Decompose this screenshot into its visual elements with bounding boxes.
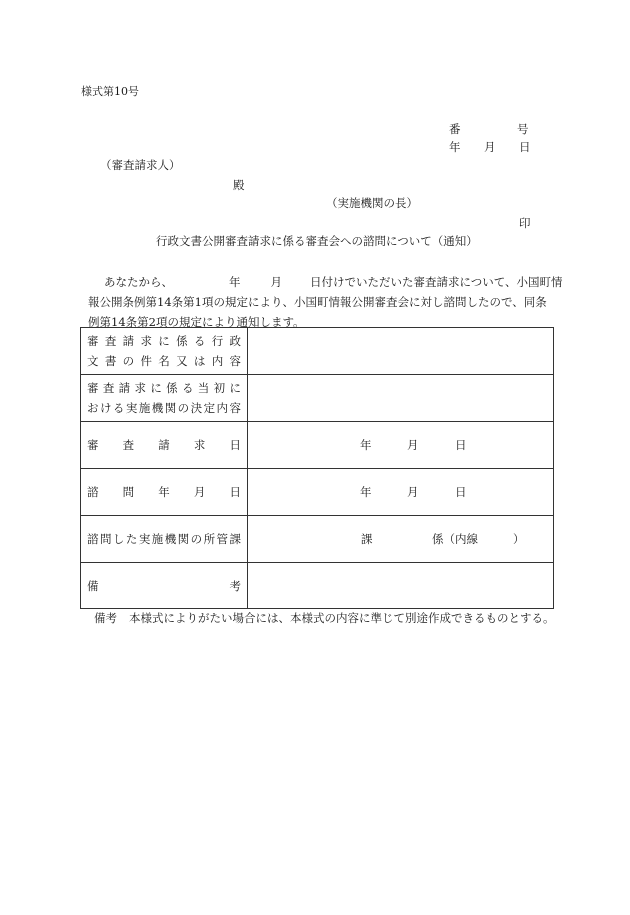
label-char: 施	[151, 532, 164, 546]
label-char: 課	[229, 532, 241, 546]
label-char: る	[181, 381, 194, 395]
label-remarks	[87, 578, 241, 594]
value-cell-section[interactable]	[248, 516, 553, 563]
inquiry-date-month: 月	[407, 485, 419, 499]
value-cell-document[interactable]	[248, 328, 553, 375]
label-char: 実	[125, 401, 138, 415]
label-char: 求	[140, 334, 152, 348]
date-year-label: 年	[449, 140, 461, 154]
label-char: し	[112, 532, 125, 546]
form-number: 様式第10号	[81, 85, 139, 98]
label-char: 行	[211, 334, 224, 348]
label-char: 初	[213, 381, 226, 395]
label-request-date	[87, 437, 241, 453]
label-cell-decision	[81, 375, 248, 422]
requester-label: （審査請求人）	[100, 158, 181, 172]
section-extension-close: ）	[513, 532, 525, 546]
request-date-month: 月	[407, 438, 419, 452]
label-char: 機	[151, 401, 164, 415]
document-number-label: 番	[449, 122, 461, 136]
label-char: は	[193, 354, 206, 368]
label-char: 諮	[87, 485, 99, 499]
label-char: る	[112, 401, 125, 415]
honorific-dono: 殿	[233, 178, 245, 192]
label-char: 名	[158, 354, 170, 368]
inquiry-date-year: 年	[360, 485, 372, 499]
info-table	[80, 327, 554, 609]
label-char: 施	[138, 401, 151, 415]
label-char: た	[125, 532, 138, 546]
label-char: 機	[164, 532, 177, 546]
label-char: 年	[158, 485, 170, 499]
label-char: 内	[211, 354, 224, 368]
label-char: 審	[87, 438, 99, 452]
label-char: に	[150, 381, 162, 395]
label-char: 容	[229, 401, 241, 415]
label-char: 請	[118, 381, 131, 395]
request-date-day: 日	[455, 438, 467, 452]
label-section	[87, 531, 241, 547]
section-kakari-extension: 係（内線	[432, 532, 478, 546]
label-char: の	[190, 532, 203, 546]
label-char: 内	[216, 401, 229, 415]
label-char: 日	[229, 438, 241, 452]
seal-mark: 印	[519, 216, 531, 230]
label-cell-request-date	[81, 422, 248, 469]
label-char: 考	[229, 578, 241, 593]
label-decision-line-1	[87, 380, 241, 396]
label-char: 備	[87, 578, 99, 593]
body-paragraph	[88, 272, 563, 332]
label-char: 実	[138, 532, 151, 546]
body-line-3: 例第14条第2項の規定により通知します。	[88, 315, 305, 329]
label-char: 所	[203, 532, 216, 546]
date-day-label: 日	[519, 140, 531, 154]
label-char: 容	[229, 354, 241, 368]
label-document-line-2	[87, 353, 241, 369]
label-char: 関	[164, 401, 177, 415]
label-char: に	[229, 381, 241, 395]
label-char: 審	[87, 334, 99, 348]
value-cell-request-date[interactable]	[248, 422, 553, 469]
label-char: の	[122, 354, 135, 368]
body-line-1-month: 月	[270, 275, 282, 289]
label-char: 諮	[87, 532, 99, 546]
body-line-1	[88, 272, 563, 292]
label-char: 又	[176, 354, 188, 368]
label-cell-document	[81, 328, 248, 375]
label-char: 月	[193, 485, 206, 499]
label-decision-line-2	[87, 400, 241, 416]
label-char: 文	[87, 354, 99, 368]
label-char: 査	[102, 381, 115, 395]
label-char: 請	[158, 438, 170, 452]
label-char: 管	[216, 532, 229, 546]
remark-label: 備考	[94, 611, 117, 625]
section-ka: 課	[361, 532, 373, 546]
label-char: 係	[176, 334, 188, 348]
label-cell-remarks	[81, 563, 248, 608]
label-char: 決	[190, 401, 203, 415]
label-char: 求	[134, 381, 146, 395]
label-char: お	[87, 401, 99, 415]
label-char: け	[99, 401, 112, 415]
label-char: 日	[229, 485, 241, 499]
label-cell-inquiry-date	[81, 469, 248, 516]
body-line-1-year: 年	[229, 275, 241, 289]
date-month-label: 月	[484, 140, 496, 154]
request-date-year: 年	[360, 438, 372, 452]
label-char: 問	[122, 485, 135, 499]
value-cell-remarks[interactable]	[248, 563, 553, 608]
document-title: 行政文書公開審査請求に係る審査会への諮問について（通知）	[156, 234, 478, 248]
label-char: 請	[122, 334, 135, 348]
agency-head-label: （実施機関の長）	[326, 196, 418, 210]
label-char: 査	[122, 438, 135, 452]
label-char: 係	[166, 381, 178, 395]
remark-note	[94, 613, 555, 625]
label-char: 政	[229, 334, 241, 348]
label-char: 関	[177, 532, 190, 546]
value-cell-decision[interactable]	[248, 375, 553, 422]
inquiry-date-day: 日	[455, 485, 467, 499]
value-cell-inquiry-date[interactable]	[248, 469, 553, 516]
label-char: の	[177, 401, 190, 415]
label-char: に	[158, 334, 170, 348]
label-char: る	[193, 334, 206, 348]
label-char: 査	[104, 334, 117, 348]
label-cell-section	[81, 516, 248, 563]
label-inquiry-date	[87, 484, 241, 500]
label-char: 件	[140, 354, 152, 368]
label-char: 審	[87, 381, 99, 395]
label-char: 当	[197, 381, 210, 395]
label-char: 定	[203, 401, 216, 415]
label-char: 求	[193, 438, 206, 452]
label-char: 問	[99, 532, 112, 546]
label-document-line-1	[87, 333, 241, 349]
body-line-2: 報公開条例第14条第1項の規定により、小国町情報公開審査会に対し諮問したので、同条	[88, 295, 547, 309]
remark-text: 本様式によりがたい場合には、本様式の内容に準じて別途作成できるものとする。	[129, 611, 555, 625]
document-number-suffix: 号	[517, 122, 529, 136]
label-char: 書	[104, 354, 117, 368]
body-line-1-rest: 日付けでいただいた審査請求について、小国町情	[310, 275, 563, 289]
body-line-1-prefix: あなたから、	[104, 275, 173, 289]
